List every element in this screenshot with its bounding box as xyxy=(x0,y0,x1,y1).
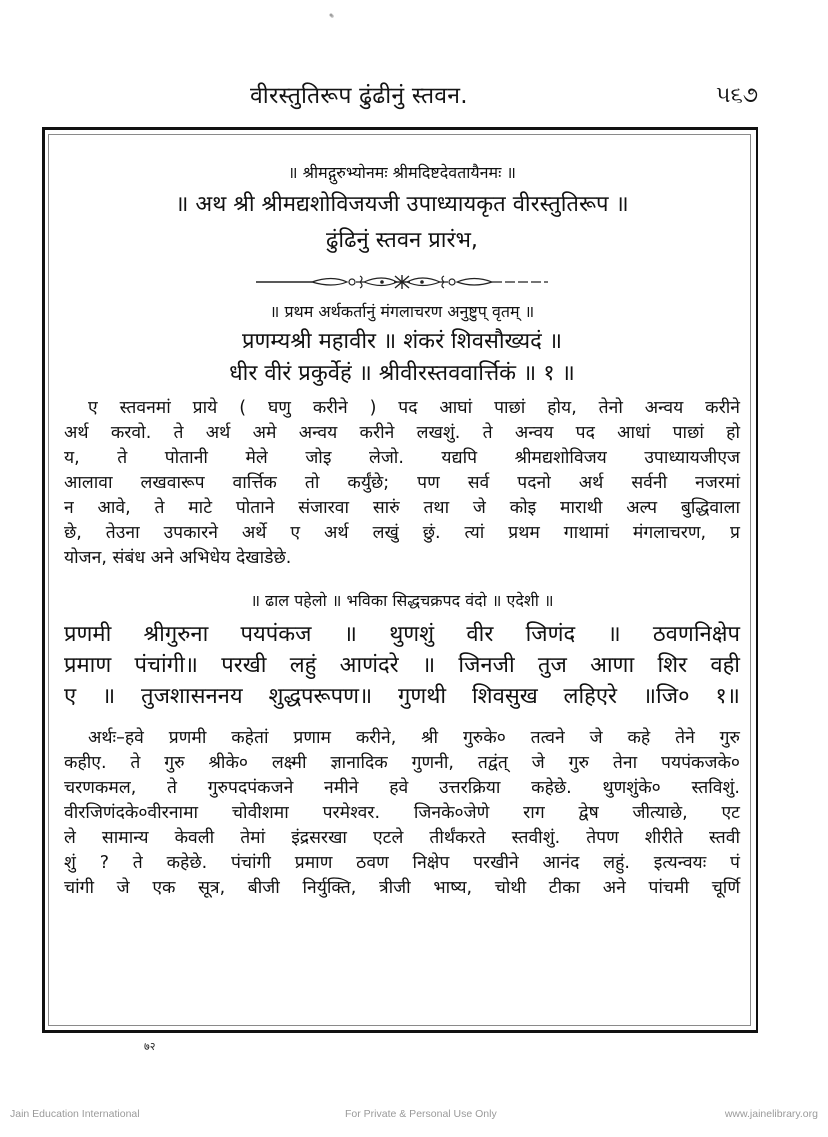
paragraph-line: छे, तेउना उपकारने अर्थे ए अर्थ लखुं छुं. त्यां प्रथम गाथामां मंगलाचरण, प्र xyxy=(64,523,740,543)
stanza-line: ए ॥ तुजशासननय शुद्धपरूपण॥ गुणथी शिवसुख लहिएरे ॥जि० १॥ xyxy=(64,684,740,709)
stanza-line: प्रमाण पंचांगी॥ परखी लहुं आणंदरे ॥ जिनजी तुज आणा शिर वही xyxy=(64,653,740,678)
dhal-header: ॥ ढाल पहेलो ॥ भविका सिद्धचक्रपद वंदो ॥ एदेशी ॥ xyxy=(250,591,554,610)
commentary-line: वीरजिणंदके०वीरनामा चोवीशमा परमेश्वर. जिनके०जेणे राग द्वेष जीत्याछे, एट xyxy=(64,803,740,823)
page-number: ૫૬૭ xyxy=(716,83,759,108)
mangalacharan-header: ॥ प्रथम अर्थकर्तानुं मंगलाचरण अनुष्टुप् वृतम् ॥ xyxy=(269,302,535,321)
work-title-line2: ढुंढिनुं स्तवन प्रारंभ, xyxy=(326,228,478,253)
paragraph-line: आलावा लखवारूप वार्त्तिक तो कर्युंछे; पण सर्व पदनो अर्थ सर्वनी नजरमां xyxy=(64,473,740,493)
page-body xyxy=(58,160,746,901)
spacer xyxy=(58,712,746,720)
commentary-line: अर्थः–हवे प्रणमी कहेतां प्रणाम करीने, श्री गुरुके० तत्वने जे कहे तेने गुरु xyxy=(88,728,740,748)
decorative-divider-icon xyxy=(252,272,552,292)
commentary-line: ले सामान्य केवली तेमां इंद्रसरखा एटले तीर्थंकरते स्तवीशुं. तेपण शीरीते स्तवी xyxy=(64,828,740,848)
paragraph-line: य, ते पोतानी मेले जोइ लेजो. यद्यपि श्रीमद्यशोविजय उपाध्यायजीएज xyxy=(64,448,740,468)
dhal-stanza xyxy=(64,619,740,712)
work-title-line1: ॥ अथ श्री श्रीमद्यशोविजयजी उपाध्यायकृत वीरस्तुतिरूप ॥ xyxy=(175,192,629,217)
footer-website: www.jainelibrary.org xyxy=(724,1108,818,1120)
footer-usage-note: For Private & Personal Use Only xyxy=(345,1108,497,1120)
commentary-line: चरणकमल, ते गुरुपदपंकजने नमीने हवे उत्तरक्रिया कहेछे. थुणशुंके० स्तविशुं. xyxy=(64,778,740,798)
commentary-line: कहीए. ते गुरु श्रीके० लक्ष्मी ज्ञानादिक गुणनी, तद्वंत् जे गुरु तेना पयपंकजके० xyxy=(64,753,740,773)
intro-paragraph xyxy=(64,396,740,571)
commentary-line: शुं ? ते कहेछे. पंचांगी प्रमाण ठवण निक्षेप परखीने आनंद लहुं. इत्यन्वयः पं xyxy=(64,853,740,873)
running-head xyxy=(0,78,828,118)
page-footer xyxy=(0,1108,828,1124)
footer-publisher: Jain Education International xyxy=(10,1108,140,1120)
sanskrit-verse-line1: प्रणम्यश्री महावीर ॥ शंकरं शिवसौख्यदं ॥ xyxy=(241,329,563,354)
signature-mark: ७२ xyxy=(144,1040,156,1053)
paragraph-line: अर्थ करवो. ते अर्थ अमे अन्वय करीने लखशुं. ते अन्वय पद आधां पाछां हो xyxy=(64,423,740,443)
scan-speck xyxy=(328,12,334,18)
invocation-line: ॥ श्रीमद्गुरुभ्योनमः श्रीमदिष्टदेवतायैनमः ॥ xyxy=(288,163,516,182)
commentary-paragraph xyxy=(64,726,740,901)
paragraph-line: ए स्तवनमां प्राये ( घणु करीने ) पद आघां पाछां होय, तेनो अन्वय करीने xyxy=(88,398,740,418)
paragraph-line: न आवे, ते माटे पोताने संजारवा सारुं तथा जे कोइ माराथी अल्प बुद्धिवाला xyxy=(64,498,740,518)
running-title: वीरस्तुतिरूप ढुंढीनुं स्तवन. xyxy=(250,83,468,109)
paragraph-line: योजन, संबंध अने अभिधेय देखाडेछे. xyxy=(64,548,292,568)
sanskrit-verse-line2: धीर वीरं प्रकुर्वेहं ॥ श्रीवीरस्तववार्त्तिकं ॥ १ ॥ xyxy=(229,361,575,386)
stanza-line: प्रणमी श्रीगुरुना पयपंकज ॥ थुणशुं वीर जिणंद ॥ ठवणनिक्षेप xyxy=(64,622,740,647)
commentary-line: चांगी जे एक सूत्र, बीजी निर्युक्ति, त्रीजी भाष्य, चोथी टीका अने पांचमी चूर्णि xyxy=(64,878,740,898)
